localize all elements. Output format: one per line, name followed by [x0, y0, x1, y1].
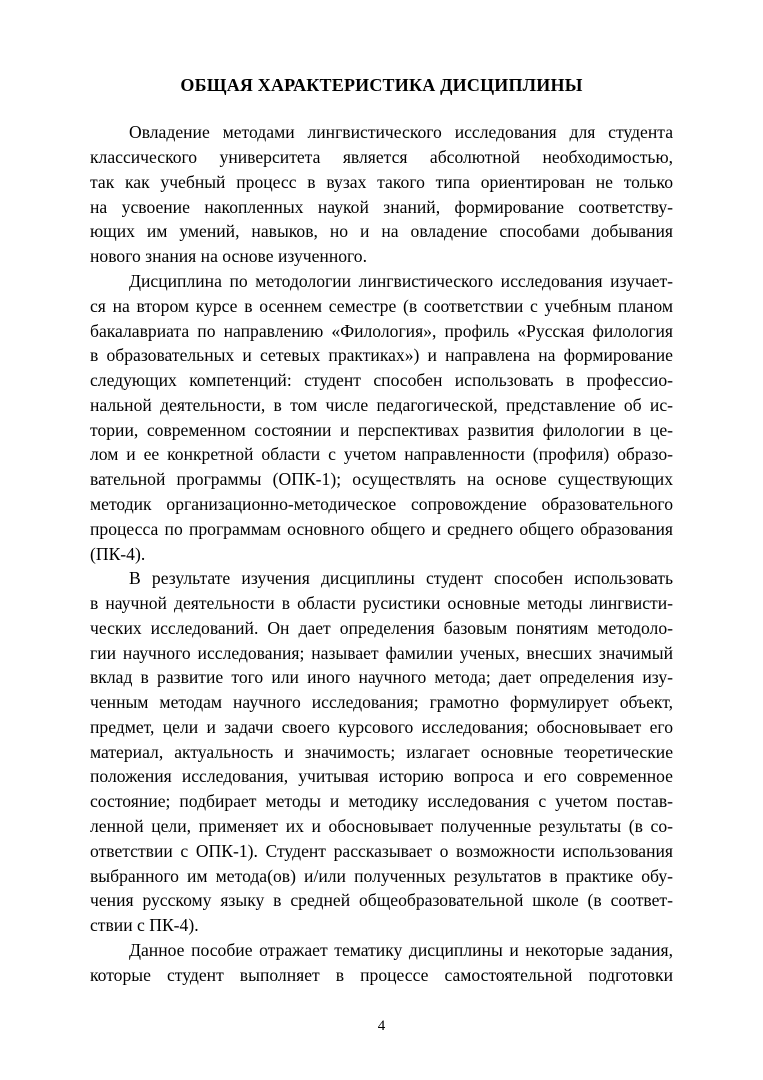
text-line: Дисциплина по методологии лингвистического исследования изучает-: [129, 271, 673, 291]
page-title: ОБЩАЯ ХАРАКТЕРИСТИКА ДИСЦИПЛИНЫ: [180, 75, 583, 95]
text-line: ответствии с ОПК-1). Студент рассказывает о возможности использования: [90, 841, 673, 861]
text-line: процесса по программам основного общего и среднего общего образования: [90, 519, 673, 539]
text-line: чения русскому языку в средней общеобразовательной школе (в соответ-: [90, 890, 673, 910]
text-line: ствии с ПК-4).: [90, 915, 199, 935]
text-line: В результате изучения дисциплины студент способен использовать: [129, 568, 673, 588]
text-line: состояние; подбирает методы и методику исследования с учетом постав-: [90, 791, 673, 811]
text-line: нового знания на основе изученного.: [90, 246, 368, 266]
text-line: которые студент выполняет в процессе самостоятельной подготовки: [90, 965, 673, 985]
text-line: лом и ее конкретной области с учетом направленности (профиля) образо-: [90, 444, 673, 464]
text-line: следующих компетенций: студент способен использовать в профессио-: [90, 370, 673, 390]
text-line: так как учебный процесс в вузах такого типа ориентирован не только: [90, 172, 673, 192]
text-line: ленной цели, применяет их и обосновывает полученные результаты (в со-: [90, 816, 673, 836]
text-line: на усвоение накопленных наукой знаний, формирование соответству-: [90, 197, 673, 217]
text-line: (ПК-4).: [90, 544, 146, 564]
text-line: вательной программы (ОПК-1); осуществлять на основе существующих: [90, 469, 673, 489]
text-line: выбранного им метода(ов) и/или полученных результатов в практике обу-: [90, 866, 673, 886]
text-line: ческих исследований. Он дает определения базовым понятиям методоло-: [90, 618, 673, 638]
text-line: материал, актуальность и значимость; излагает основные теоретические: [90, 742, 673, 762]
text-line: тории, современном состоянии и перспективах развития филологии в це-: [90, 420, 673, 440]
text-line: Данное пособие отражает тематику дисциплины и некоторые задания,: [129, 940, 673, 960]
text-line: ченным методам научного исследования; грамотно формулирует объект,: [90, 692, 673, 712]
text-line: в научной деятельности в области русистики основные методы лингвисти-: [90, 593, 673, 613]
text-line: ся на втором курсе в осеннем семестре (в соответствии с учебным планом: [90, 296, 673, 316]
text-line: в образовательных и сетевых практиках») и направлена на формирование: [90, 345, 673, 365]
text-line: гии научного исследования; называет фамилии ученых, внесших значимый: [90, 643, 673, 663]
text-line: Овладение методами лингвистического исследования для студента: [129, 122, 673, 142]
text-line: классического университета является абсолютной необходимостью,: [90, 147, 673, 167]
page-number: 4: [377, 1018, 386, 1034]
text-line: предмет, цели и задачи своего курсового исследования; обосновывает его: [90, 717, 673, 737]
text-line: положения исследования, учитывая историю вопроса и его современное: [90, 766, 673, 786]
text-line: ющих им умений, навыков, но и на овладение способами добывания: [90, 221, 673, 241]
text-line: вклад в развитие того или иного научного метода; дает определения изу-: [90, 667, 673, 687]
text-line: нальной деятельности, в том числе педагогической, представление об ис-: [90, 395, 673, 415]
text-line: методик организационно-методическое сопровождение образовательного: [90, 494, 673, 514]
text-line: бакалавриата по направлению «Филология», профиль «Русская филология: [90, 321, 673, 341]
